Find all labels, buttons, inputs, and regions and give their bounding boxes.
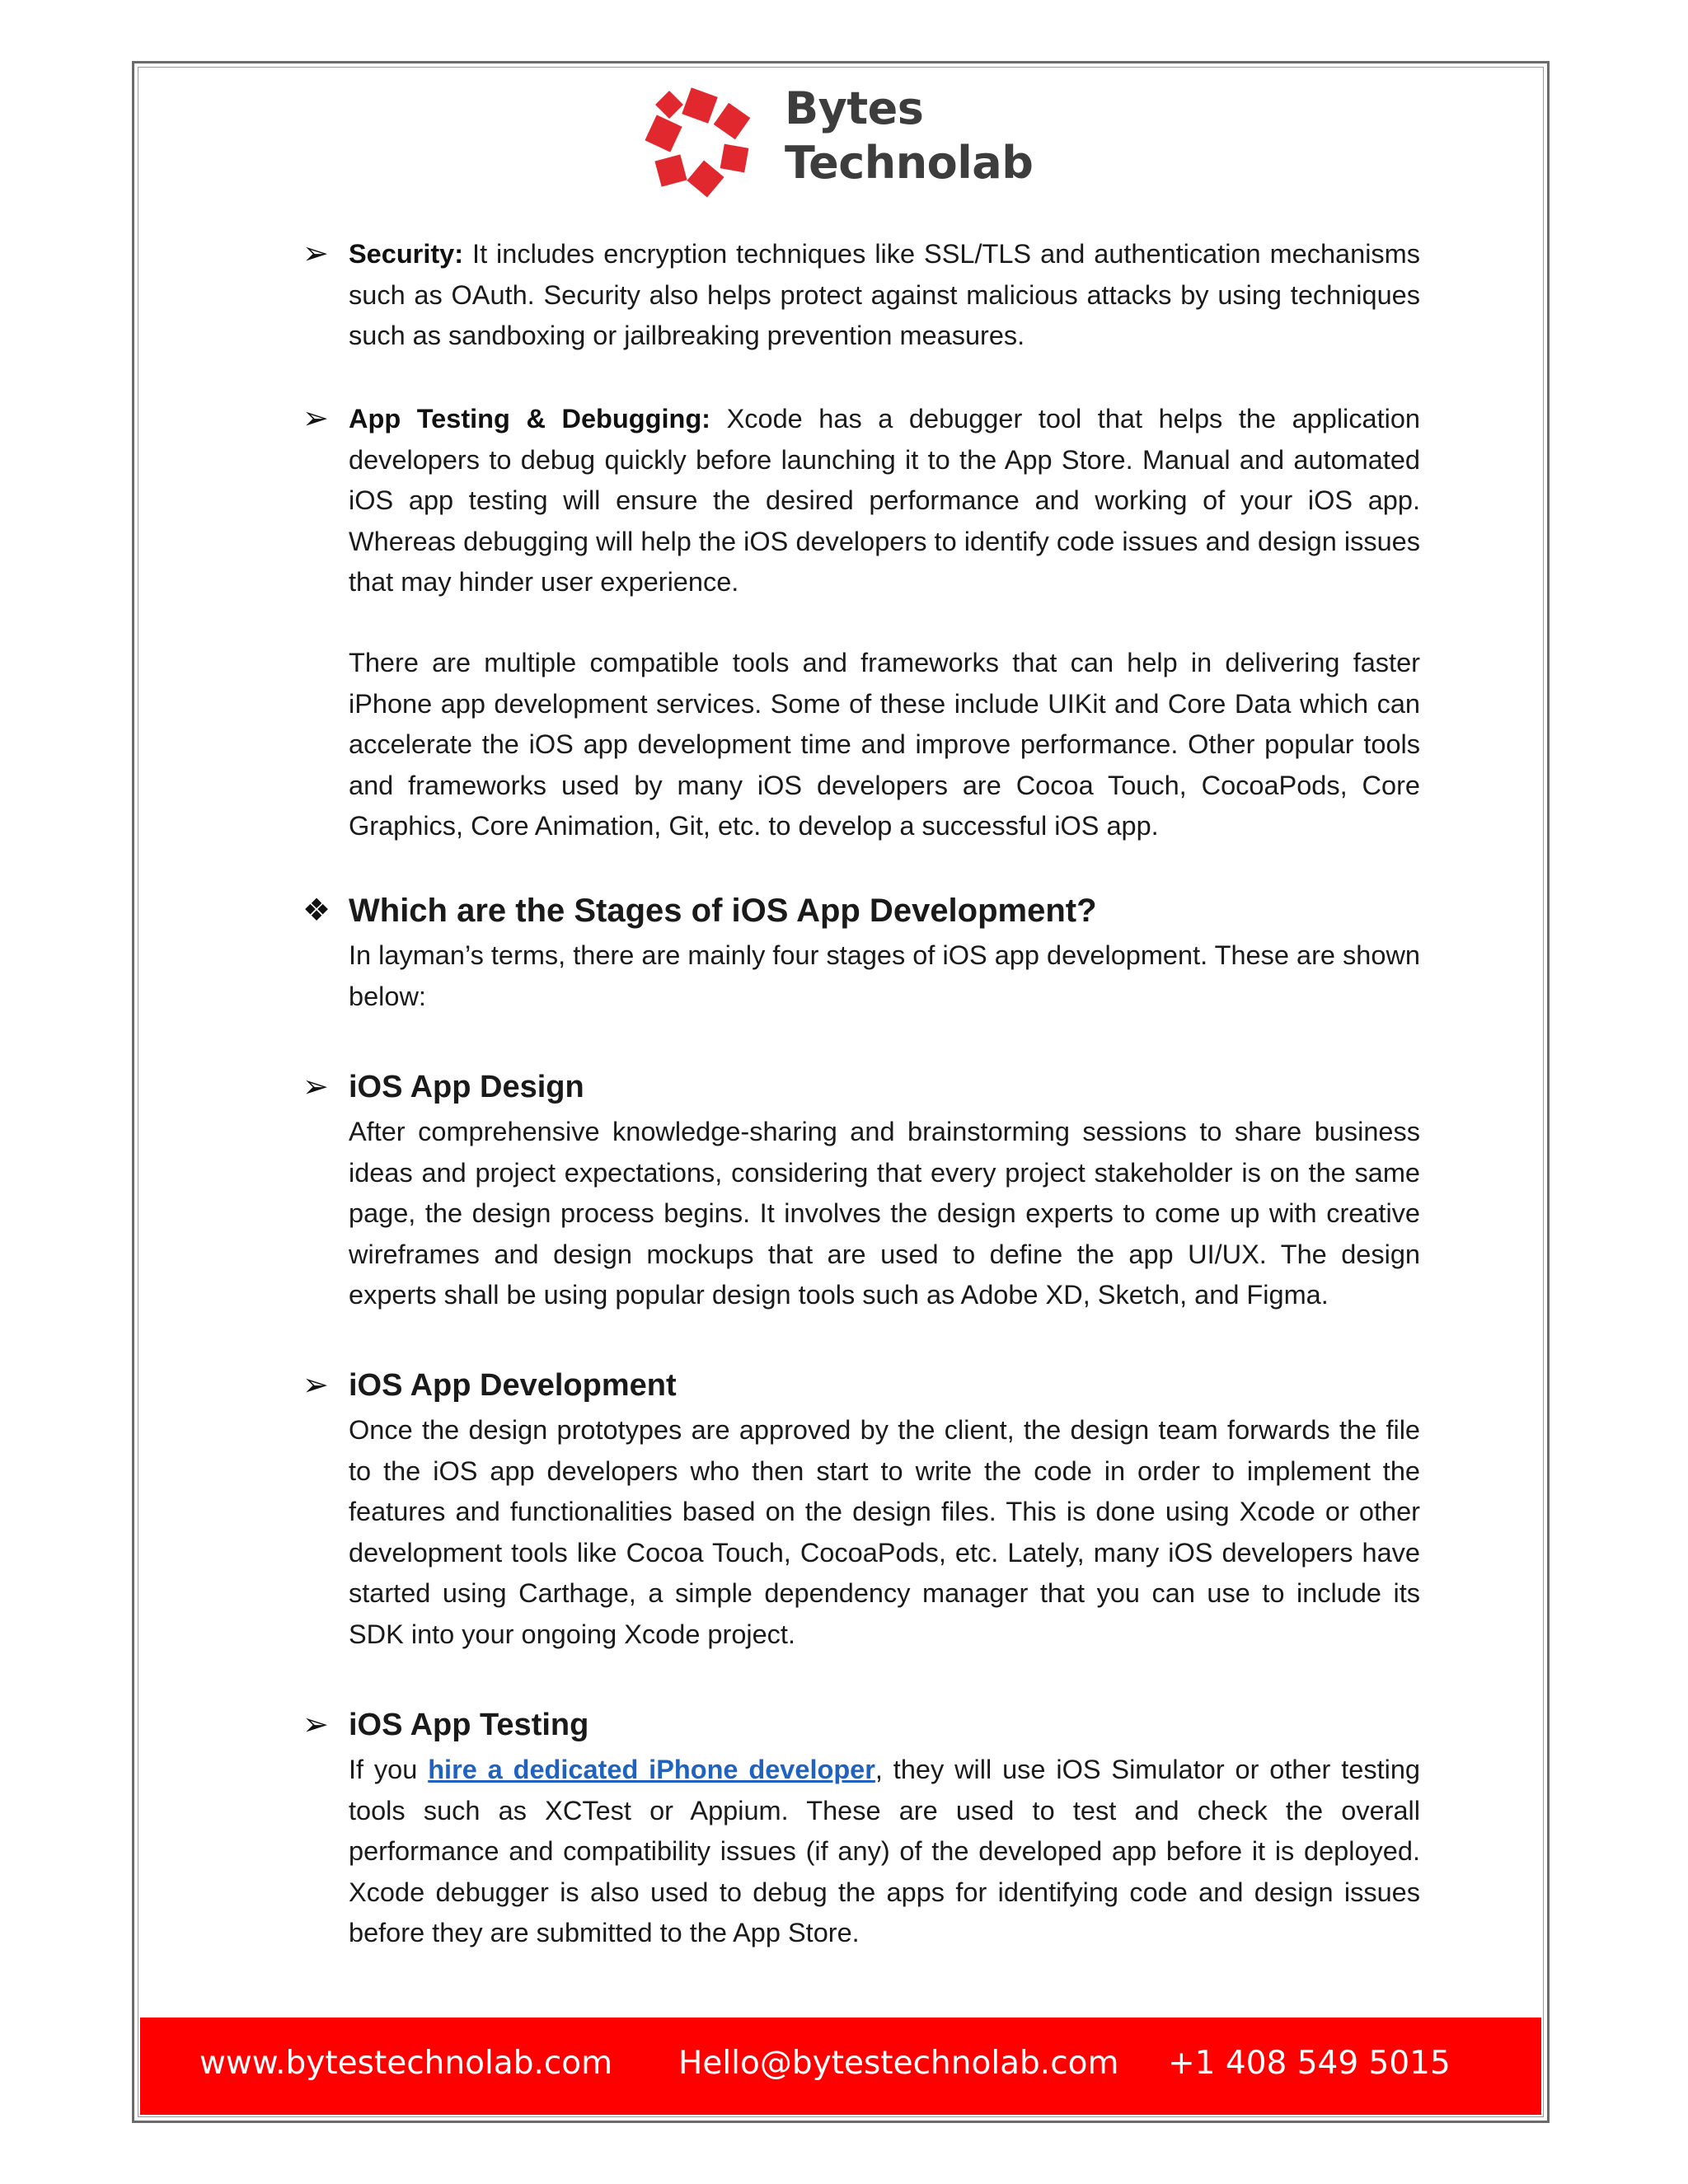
development-paragraph: Once the design prototypes are approved by the client, the design team forwards the file to the iOS app developers who then start to write the code in order to implement the features and functionalities based on the design files. This is done using Xcode or other development tools like Cocoa Touch, CocoaPods, etc. Lately, many iOS developers have started using Carthage, a simple dependency manager that you can use to include its SDK into your ongoing Xcode project.: [349, 1415, 1420, 1649]
testing-debugging-text: Xcode has a debugger tool that helps the application developers to debug quickly before launching it to the App Store. Manual and automated iOS app testing will ensure the desired performance and working of your iOS app. Whereas debugging will help the iOS developers to identify code issues and design issues that may hinder user experience.: [349, 404, 1420, 597]
footer-bar: [140, 2018, 1541, 2115]
design-paragraph: After comprehensive knowledge-sharing and brainstorming sessions to share business ideas and project expectations, considering that every project stakeholder is on the same page, the design process begins. It involves the design experts to come up with creative wireframes and design mockups that are used to define the app UI/UX. The design experts shall be using popular design tools such as Adobe XD, Sketch, and Figma.: [349, 1117, 1420, 1310]
logo-wordmark: [785, 82, 1033, 190]
testing-debugging-label: App Testing & Debugging:: [349, 404, 711, 434]
testing-text-before: If you: [349, 1755, 429, 1784]
security-text: It includes encryption techniques like SSL/TLS and authentication mechanisms such as OAuth. Security also helps protect against malicious attacks by using techniques such as sandboxing or jailbreaking prevention measures.: [349, 239, 1420, 350]
testing-paragraph: [349, 1750, 1420, 1954]
testing-text-after: , they will use iOS Simulator or other testing tools such as XCTest or Appium. These are used to test and check the overall performance and compatibility issues (if any) of the developed app before it is deployed. Xcode debugger is also used to debug the apps for identifying code and design issues before they are submitted to the App Store.: [349, 1755, 1420, 1947]
testing-debugging-paragraph: [349, 399, 1420, 603]
logo-line-1: Bytes: [785, 82, 924, 134]
development-heading: iOS App Development: [349, 1368, 677, 1403]
arrow-bullet-icon: ➢: [302, 1368, 329, 1403]
stages-intro: In layman’s terms, there are mainly four stages of iOS app development. These are shown below:: [349, 940, 1420, 1011]
arrow-bullet-icon: ➢: [302, 401, 329, 436]
testing-heading: iOS App Testing: [349, 1708, 589, 1742]
arrow-bullet-icon: ➢: [302, 237, 329, 271]
arrow-bullet-icon: ➢: [302, 1708, 329, 1742]
hire-developer-link[interactable]: hire a dedicated iPhone developer: [428, 1755, 875, 1784]
security-paragraph: [349, 234, 1420, 357]
tools-paragraph: There are multiple compatible tools and frameworks that can help in delivering faster iPhone app development services. Some of these include UIKit and Core Data which can accelerate the iOS app development time and improve performance. Other popular tools and frameworks used by many iOS developers are Cocoa Touch, CocoaPods, Core Graphics, Core Animation, Git, etc. to develop a successful iOS app.: [349, 648, 1420, 841]
arrow-bullet-icon: ➢: [302, 1070, 329, 1104]
design-heading: iOS App Design: [349, 1070, 584, 1104]
footer-website-link[interactable]: www.bytestechnolab.com: [199, 2045, 613, 2082]
brand-logo: [643, 82, 1034, 202]
diamond-bullet-icon: ❖: [302, 893, 331, 928]
logo-line-2: Technolab: [785, 137, 1034, 189]
stages-heading: Which are the Stages of iOS App Development?: [349, 893, 1097, 929]
security-label: Security:: [349, 239, 464, 269]
footer-phone[interactable]: +1 408 549 5015: [1168, 2045, 1451, 2082]
footer-email-link[interactable]: Hello@bytestechnolab.com: [678, 2045, 1119, 2082]
logo-mark-icon: [643, 87, 758, 202]
